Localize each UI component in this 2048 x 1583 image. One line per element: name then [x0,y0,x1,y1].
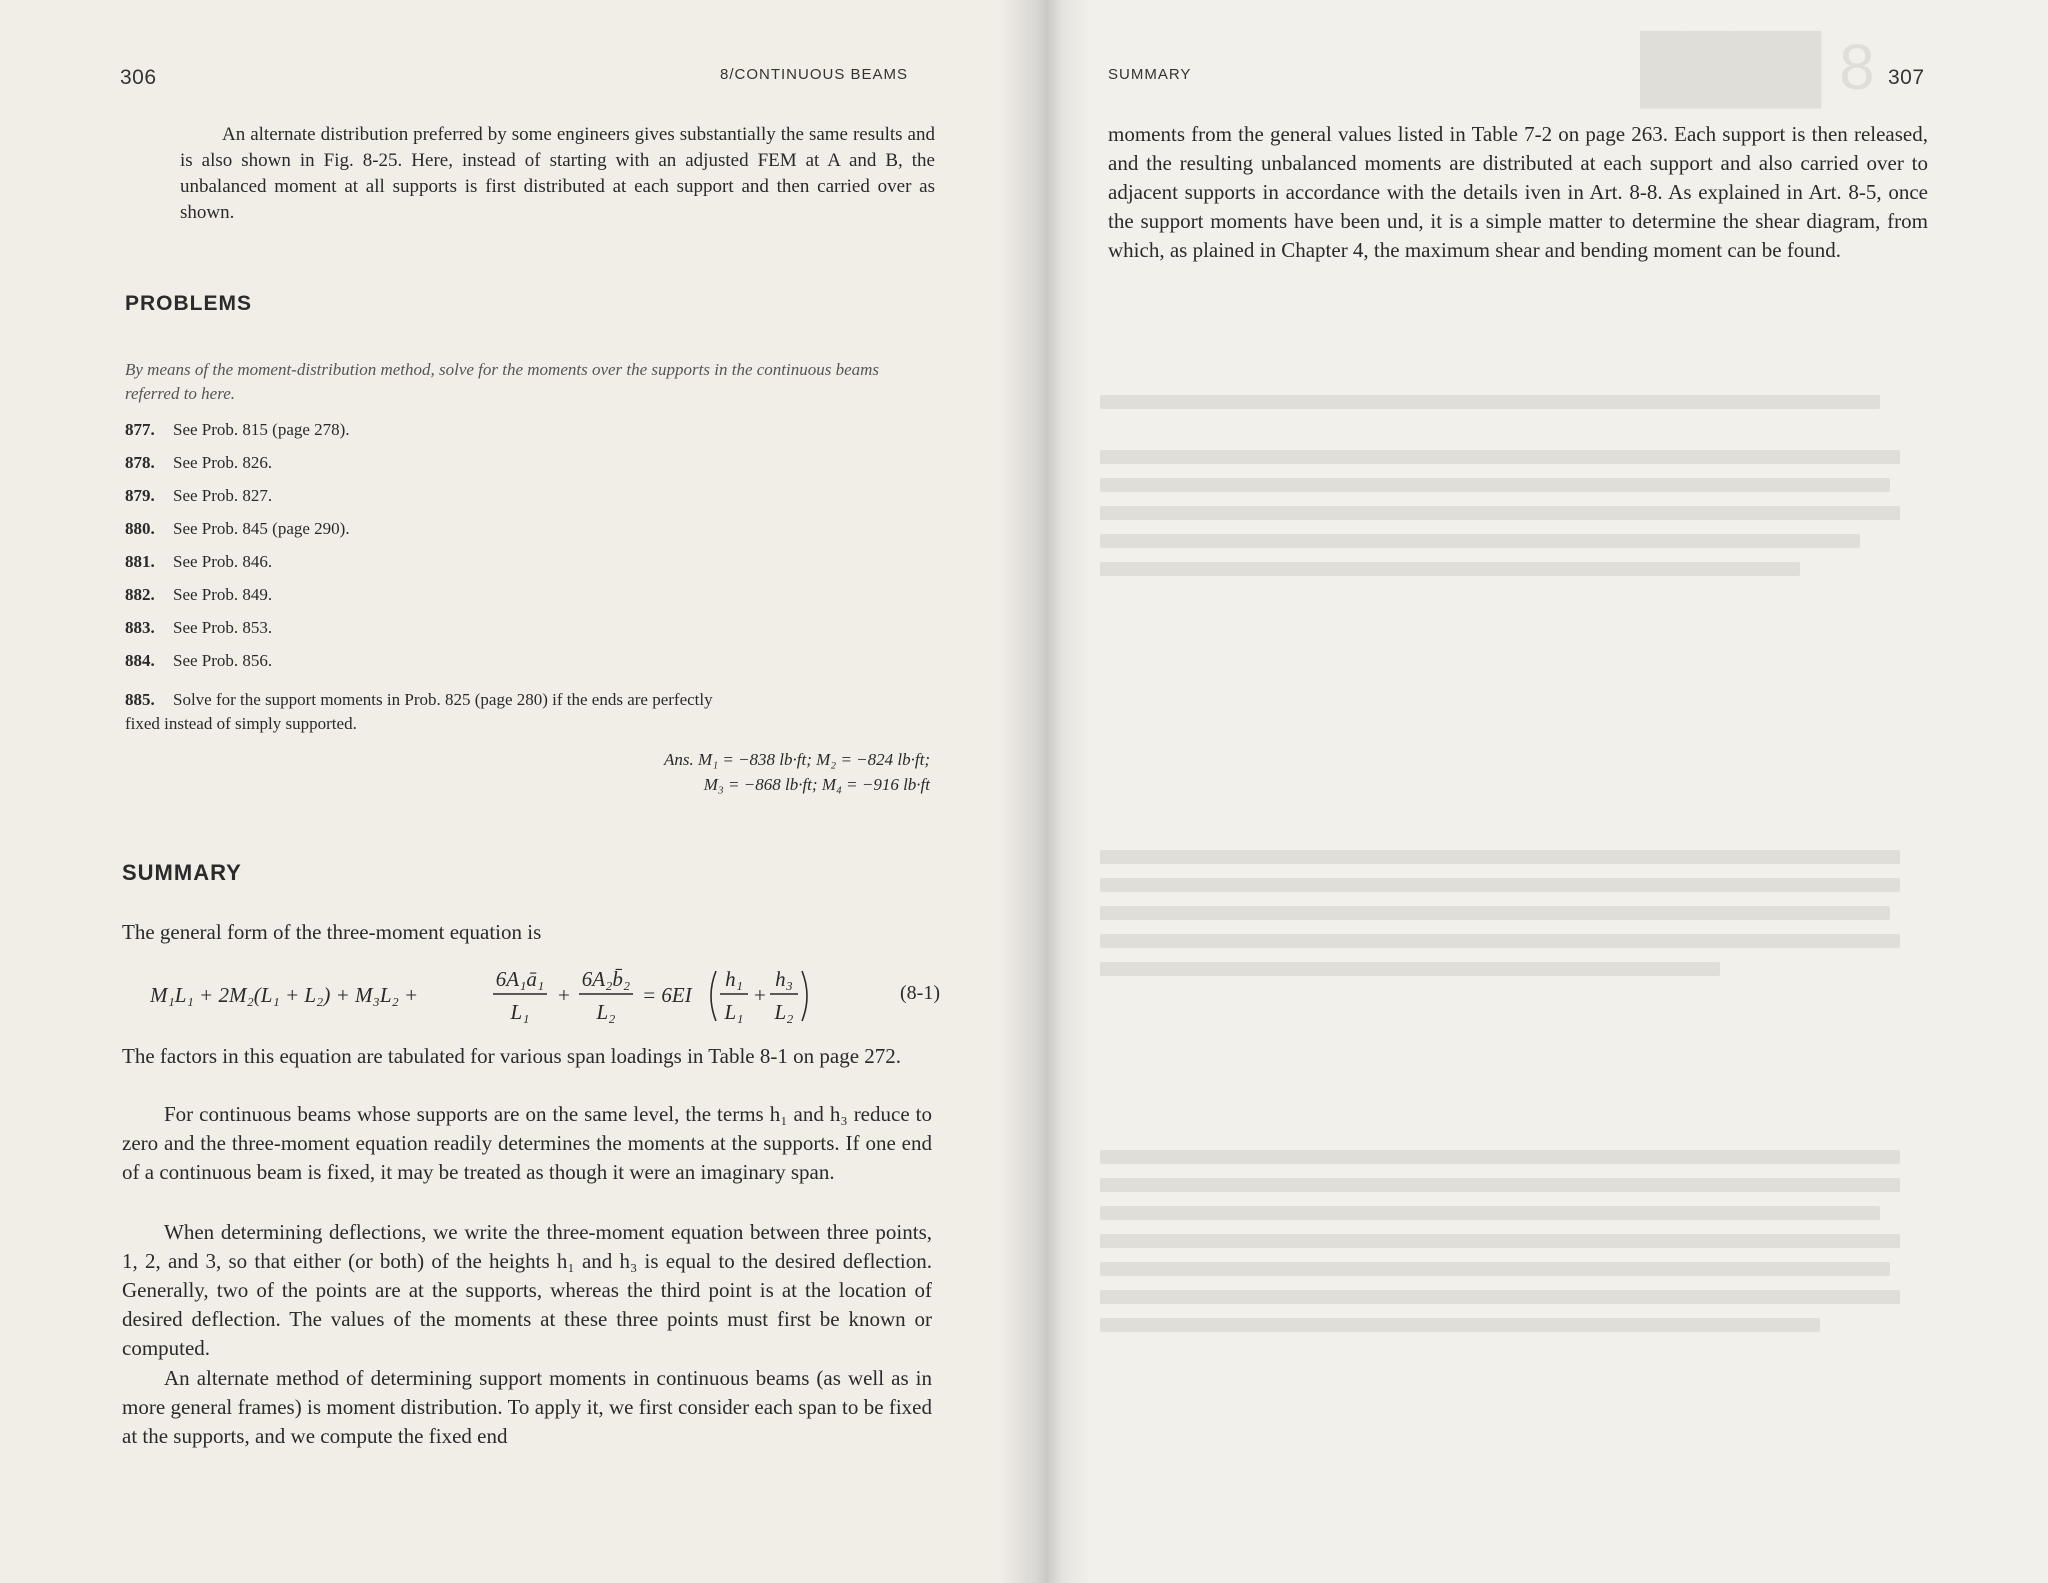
problem-item: 879. See Prob. 827. [125,486,273,505]
problem-item: 884. See Prob. 856. [125,651,273,670]
summary-heading: SUMMARY [122,860,242,885]
equation-equals: = 6EI [642,983,692,1007]
equation-number: (8-1) [900,982,940,1004]
problems-intro: By means of the moment-distribution method, solve for the moments over the supports in the continuous beams referred to here. [125,360,880,403]
equation-plus: + [558,983,570,1007]
frac3-num: h₁ [725,967,743,991]
answer-line-2: M₃ = −868 lb·ft; M₄ = −916 lb·ft [703,775,930,794]
equation-lhs: M₁L₁ + 2M₂(L₁ + L₂) + M₃L₂ + [150,983,419,1007]
equation-graphic [150,955,850,1035]
frac1-num: 6A₁ā₁ [495,967,545,991]
problems-heading: PROBLEMS [125,292,253,315]
answer-line-1: Ans. M₁ = −838 lb·ft; M₂ = −824 lb·ft; [664,750,930,769]
right-running-head: SUMMARY [1108,66,1192,83]
svg-text:+: + [754,983,766,1007]
problem-item: 881. See Prob. 846. [125,552,273,571]
summary-paragraph-2: For continuous beams whose supports are on the same level, the terms h₁ and h₃ reduce to zero and the three-moment equation readily determines the moments at the supports. If one end of a continuous beam is fixed, it may be treated as though it were an imaginary span. [122,1102,932,1184]
summary-paragraph-4: An alternate method of determining support moments in continuous beams (as well as in more general frames) is moment distribution. To apply it, we first consider each span to be fixed at the supports, and we compute the fixed end [122,1366,932,1448]
problem-item: 877. See Prob. 815 (page 278). [125,420,350,439]
summary-intro: The general form of the three-moment equation is [122,920,542,944]
problem-item: 878. See Prob. 826. [125,453,273,472]
frac1-den: L₁ [510,1000,530,1024]
right-paragraph: moments from the general values listed in Table 7-2 on page 263. Each support is then released, and the resulting unbalanced moments are distributed at each support and also carried over to adjacent supports in accordance with the details iven in Art. 8-8. As explained in Art. 8-5, once the support moments have been und, it is a simple matter to determine the shear diagram, from which, as plained in Chapter 4, the maximum shear and bending moment can be found. [1108,122,1928,262]
left-page-number: 306 [120,66,157,89]
frac3-den: L₁ [724,1000,744,1024]
frac4-den: L₂ [774,1000,794,1024]
book-gutter [1000,0,1090,1583]
frac4-num: h₃ [775,967,793,991]
summary-paragraph-3: When determining deflections, we write the three-moment equation between three points, 1, 2, and 3, so that either (or both) of the heights h₁ and h₃ is equal to the desired deflection. Generally, two of the points are at the supports, whereas the third point is at the location of desired deflection. The values of the moments at these three points must first be known or computed. [122,1220,932,1360]
problem-item: 882. See Prob. 849. [125,585,273,604]
problem-continuation: fixed instead of simply supported. [125,714,357,733]
problem-item: 885. Solve for the support moments in Prob. 825 (page 280) if the ends are perfectly [125,690,713,709]
summary-paragraph-1: The factors in this equation are tabulated for various span loadings in Table 8-1 on page 272. [122,1044,902,1068]
three-moment-equation [150,955,940,1035]
problem-item: 883. See Prob. 853. [125,618,273,637]
left-running-head: 8/CONTINUOUS BEAMS [720,66,909,83]
intro-paragraph: An alternate distribution preferred by some engineers gives substantially the same results and is also shown in Fig. 8-25. Here, instead of starting with an adjusted FEM at A and B, the unbalanced moment at all supports is first distributed at each support and then carried over as shown. [180,124,935,223]
frac2-den: L₂ [596,1000,616,1024]
problem-item: 880. See Prob. 845 (page 290). [125,519,350,538]
frac2-num: 6A₂b̄₂ [581,967,631,991]
right-page-number: 307 [1888,66,1925,89]
